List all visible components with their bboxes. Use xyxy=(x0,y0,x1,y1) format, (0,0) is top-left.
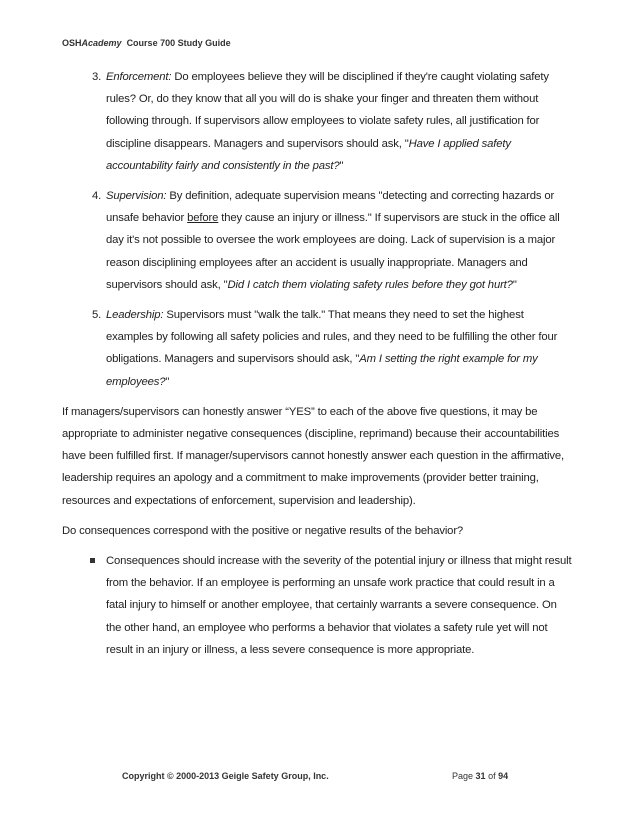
list-term: Enforcement: xyxy=(106,71,172,83)
paragraph-affirmative-answer: If managers/supervisors can honestly answer “YES” to each of the above five questions, it may be appropriate to administer negative consequences (discipline, reprimand) because their accountabilities have been fulfilled first. If manager/supervisors cannot honestly answer each question in the affirmative, leadership requires an apology and a commitment to make improvements (provider better training, resources and expectations of enforcement, supervision and leadership). xyxy=(62,405,564,507)
list-item-supervision xyxy=(62,185,572,296)
bullet-text: Consequences should increase with the severity of the potential injury or illness that might result from the behavior. If an employee is performing an unsafe work practice that could result in a fatal injury to himself or another employee, that certainly warrants a severe consequence. On the other hand, an employee who performs a behavior that violates a safety rule yet will not result in an injury or illness, a less severe consequence is more appropriate. xyxy=(106,555,572,656)
list-number: 3. xyxy=(92,71,102,83)
paragraph-consequences-question: Do consequences correspond with the positive or negative results of the behavior? xyxy=(62,524,464,537)
list-close-quote: " xyxy=(165,375,170,388)
page-total: 94 xyxy=(498,771,509,781)
list-text-after: they cause an injury or illness." If supervisors are stuck in the office all day it's not possible to oversee the work employees are doing. Lack of supervision is a major reason disciplining employees after an accident is usually inappropriate. Managers and supervisors should ask, " xyxy=(106,212,560,291)
list-number: 5. xyxy=(92,309,102,322)
page-current: 31 xyxy=(475,771,486,781)
body-text xyxy=(62,66,572,661)
obligations-list xyxy=(62,66,572,393)
list-term: Leadership: xyxy=(106,309,164,322)
list-text-before: By definition, adequate supervision means "detecting and correcting hazards or unsafe behavior xyxy=(106,190,555,225)
list-question: Have I applied safety accountability fairly and consistently in the past? xyxy=(106,137,511,172)
list-text: Supervisors must "walk the talk." That means they need to set the highest examples by following all safety policies and rules, and they need to be fulfilling the other four obligations. Managers and supervisors should ask, " xyxy=(106,309,558,366)
list-text: Do employees believe they will be disciplined if they're caught violating safety rules? Or, do they know that all you will do is shake your finger and threaten them without following through. If supervisors allow employees to violate safety rules, all justification for discipline disappears. Managers and supervisors should ask, " xyxy=(106,71,549,150)
page-header xyxy=(62,38,231,48)
header-brand-prefix: OSH xyxy=(62,38,82,48)
list-close-quote: " xyxy=(512,278,517,291)
list-item-leadership xyxy=(62,304,572,393)
list-question: Am I setting the right example for my employees? xyxy=(106,353,538,388)
list-underlined-word: before xyxy=(187,212,219,225)
footer-copyright: Copyright © 2000-2013 Geigle Safety Group, Inc. xyxy=(122,771,329,781)
list-item-enforcement xyxy=(62,66,572,177)
square-bullet-icon xyxy=(90,558,95,563)
footer-page-number xyxy=(452,771,508,781)
bullet-list xyxy=(62,550,572,661)
header-brand-italic: Academy xyxy=(81,38,122,48)
header-course: Course 700 Study Guide xyxy=(126,38,231,48)
page-of: of xyxy=(488,771,496,781)
bullet-item xyxy=(62,550,572,661)
list-number: 4. xyxy=(92,190,102,203)
list-term: Supervision: xyxy=(106,190,167,203)
list-question: Did I catch them violating safety rules before they got hurt? xyxy=(227,278,513,291)
list-close-quote: " xyxy=(339,159,344,172)
page-label: Page xyxy=(452,771,474,781)
